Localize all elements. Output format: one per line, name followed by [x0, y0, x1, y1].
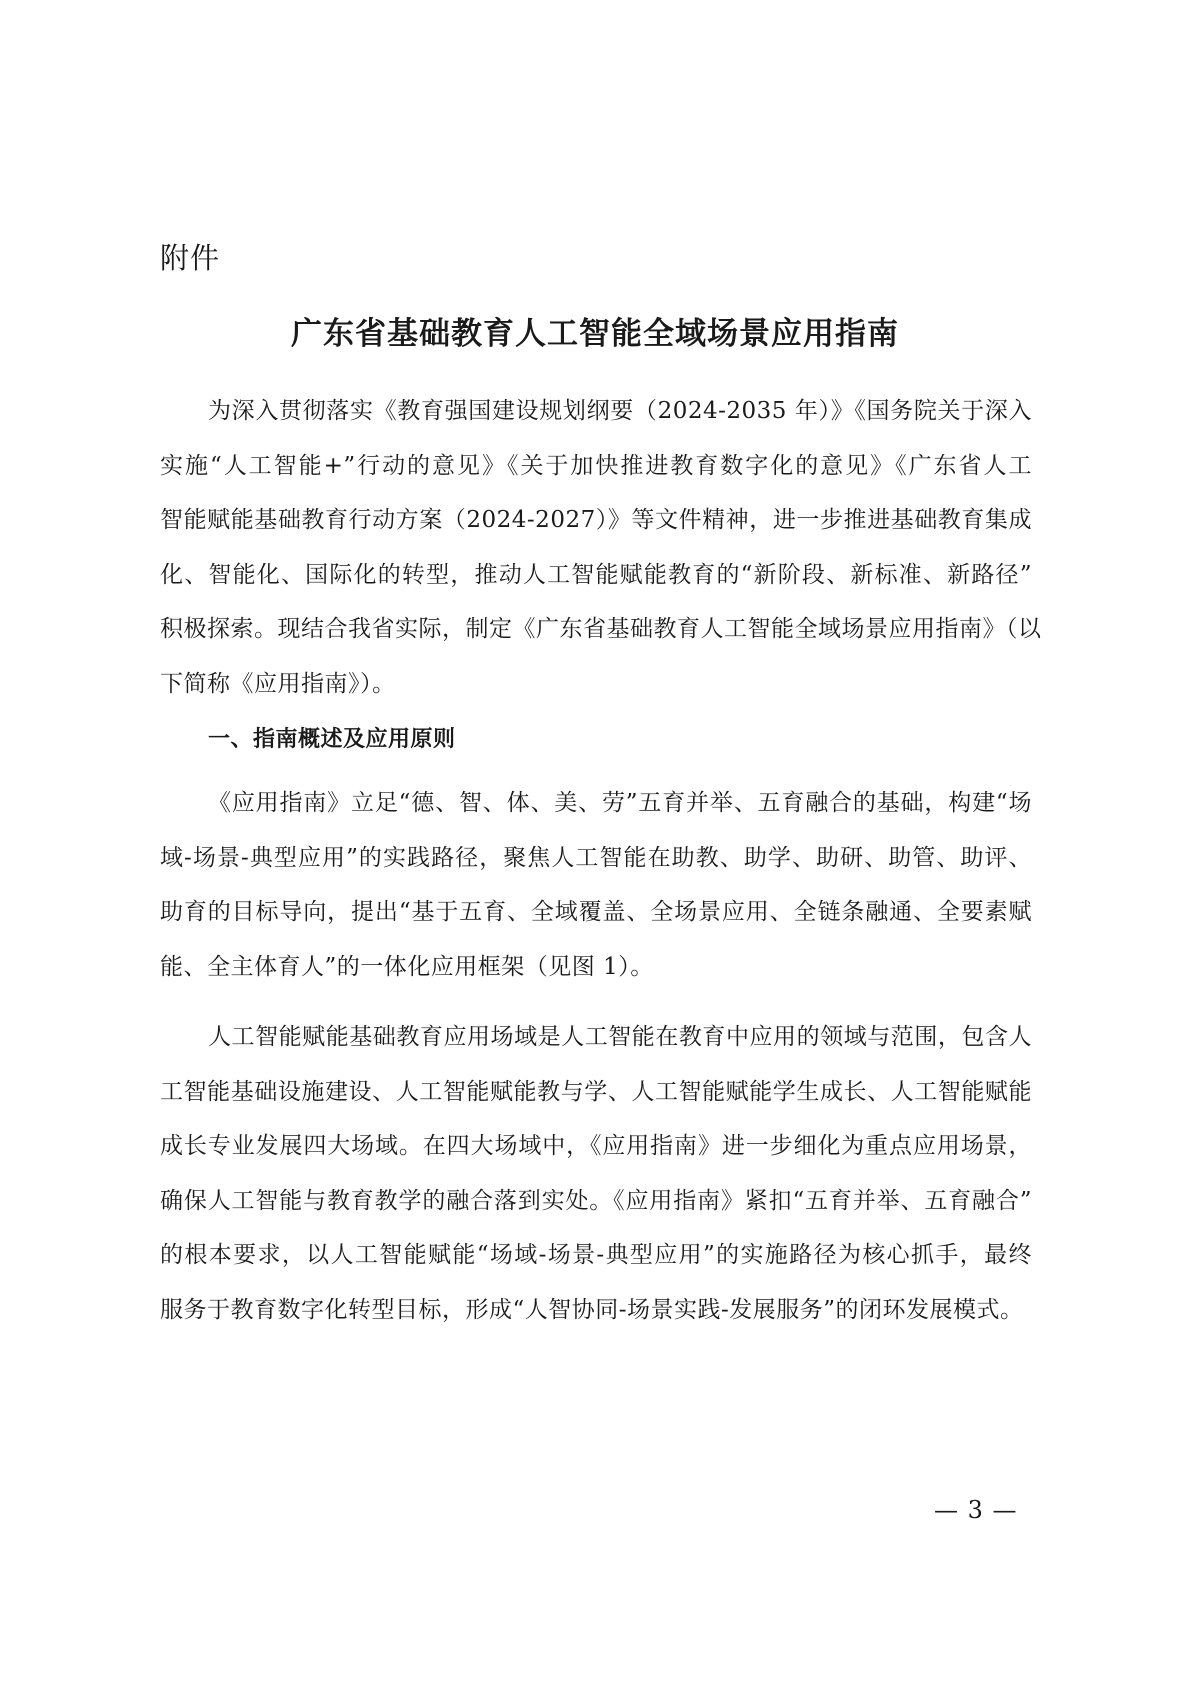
- section-heading: 一、指南概述及应用原则: [208, 727, 456, 752]
- paragraph-line: 确保人工智能与教育教学的融合落到实处。《应用指南》紧扣“五育并举、五育融合”: [160, 1187, 1032, 1214]
- section-paragraph-overview: [160, 776, 1032, 994]
- paragraph-line: 助育的目标导向，提出“基于五育、全域覆盖、全场景应用、全链条融通、全要素赋: [160, 899, 1032, 926]
- paragraph-line: 积极探索。现结合我省实际，制定《广东省基础教育人工智能全域场景应用指南》（以: [160, 616, 1042, 643]
- paragraph-line: 为深入贯彻落实《教育强国建设规划纲要（2024-2035 年）》《国务院关于深入: [208, 398, 1032, 424]
- page-number: — 3 —: [934, 1496, 1018, 1524]
- paragraph-line: 工智能基础设施建设、人工智能赋能教与学、人工智能赋能学生成长、人工智能赋能: [160, 1078, 1032, 1105]
- paragraph-line: 化、智能化、国际化的转型，推动人工智能赋能教育的“新阶段、新标准、新路径”: [160, 561, 1032, 588]
- paragraph-line: 实施“人工智能+”行动的意见》《关于加快推进教育数字化的意见》《广东省人工: [160, 452, 1032, 479]
- document-title: 广东省基础教育人工智能全域场景应用指南: [291, 316, 899, 352]
- paragraph-line: 《应用指南》立足“德、智、体、美、劳”五育并举、五育融合的基础，构建“场: [208, 790, 1032, 816]
- attachment-label: 附件: [160, 241, 221, 275]
- paragraph-line: 能、全主体育人”的一体化应用框架（见图 1）。: [160, 953, 654, 980]
- paragraph-line: 人工智能赋能基础教育应用场域是人工智能在教育中应用的领域与范围，包含人: [208, 1024, 1032, 1050]
- paragraph-line: 智能赋能基础教育行动方案（2024-2027）》等文件精神，进一步推进基础教育集成: [160, 507, 1032, 534]
- intro-paragraph: [160, 384, 1042, 712]
- paragraph-line: 下简称《应用指南》）。: [160, 670, 396, 697]
- paragraph-line: 的根本要求，以人工智能赋能“场域-场景-典型应用”的实施路径为核心抓手，最终: [160, 1242, 1032, 1269]
- section-paragraph-fields: [160, 1010, 1032, 1338]
- paragraph-line: 域-场景-典型应用”的实践路径，聚焦人工智能在助教、助学、助研、助管、助评、: [160, 844, 1032, 871]
- paragraph-line: 成长专业发展四大场域。在四大场域中，《应用指南》进一步细化为重点应用场景，: [160, 1133, 1032, 1160]
- paragraph-line: 服务于教育数字化转型目标，形成“人智协同-场景实践-发展服务”的闭环发展模式。: [160, 1296, 1024, 1323]
